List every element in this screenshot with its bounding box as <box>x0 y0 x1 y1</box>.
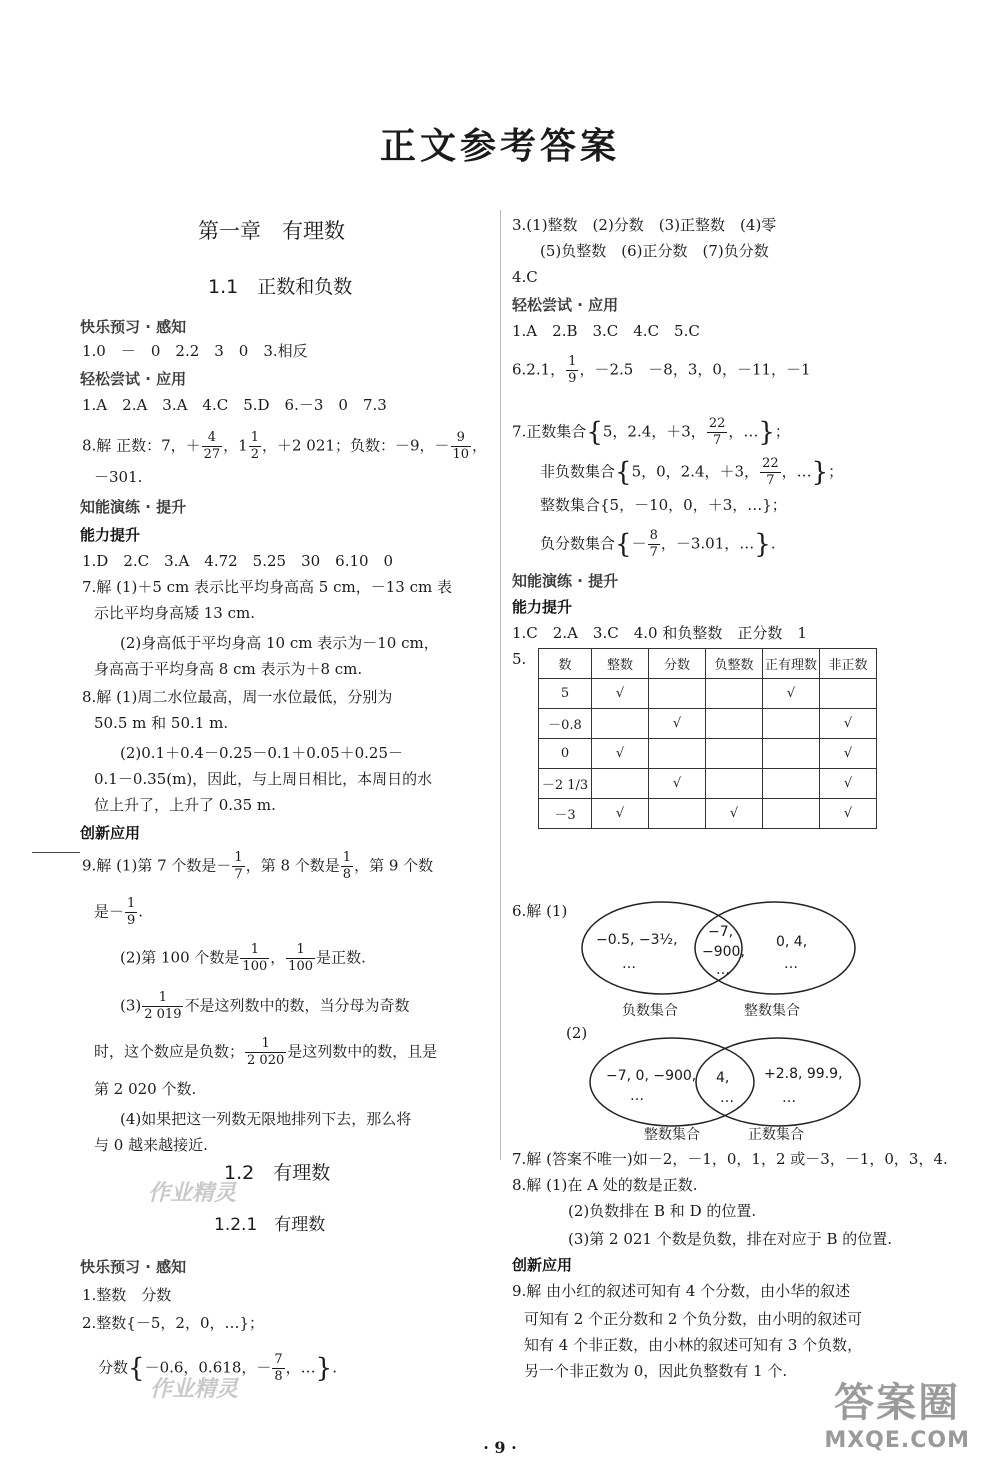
table-cell <box>763 769 820 799</box>
answer-line-8 <box>82 430 487 463</box>
text-segment: ； <box>828 462 844 481</box>
label-qingsong: 轻松尝试 · 应用 <box>512 296 619 314</box>
answer-line: 50.5 m 和 50.1 m. <box>94 714 229 732</box>
table-cell <box>763 709 820 739</box>
stamp-watermark: 作业精灵 <box>148 1181 237 1206</box>
table-cell: √ <box>820 769 877 799</box>
table-cell <box>706 739 763 769</box>
answer-line: 1.C 2.A 3.C 4.0 和负整数 正分数 1 <box>512 624 807 642</box>
fraction <box>125 896 137 929</box>
answer-line-9 <box>82 850 433 883</box>
venn-text: −900, <box>702 944 745 960</box>
text-segment: ，＋2 021；负数：－9，－ <box>262 436 450 455</box>
text-segment: . <box>770 534 776 553</box>
answer-line-7 <box>512 416 790 449</box>
table-cell <box>649 739 706 769</box>
venn-text: −7, 0, −900, <box>606 1068 697 1084</box>
table-cell: 5 <box>539 679 592 709</box>
label-kuaile: 快乐预习 · 感知 <box>80 318 187 336</box>
label-zhineng: 知能演练 · 提升 <box>80 498 187 516</box>
brace-right: } <box>758 417 775 448</box>
answer-line <box>94 896 143 929</box>
watermark-url: MXQE.COM <box>824 1428 970 1453</box>
table-header: 非正数 <box>820 649 877 679</box>
text-segment: 5，2.4，＋3， <box>602 422 706 441</box>
table-cell: √ <box>820 739 877 769</box>
fraction <box>272 1352 284 1385</box>
answer-line: (5)负整数 (6)正分数 (7)负分数 <box>540 242 769 260</box>
fraction-numerator: 1 <box>342 850 352 865</box>
text-segment: ，第 9 个数 <box>354 856 434 875</box>
text-segment: (3) <box>120 996 142 1015</box>
text-segment: ，… <box>728 422 759 441</box>
table-cell <box>820 679 877 709</box>
fraction-denominator: 8 <box>342 867 352 882</box>
text-segment: ，1 <box>223 436 248 455</box>
venn-text: … <box>784 956 798 972</box>
venn-text: … <box>782 1090 796 1106</box>
fraction-numerator: 9 <box>451 430 472 447</box>
site-watermark <box>824 1371 970 1453</box>
table-cell: √ <box>820 799 877 829</box>
brace-left: { <box>615 529 632 560</box>
venn-text: −7, <box>708 924 734 940</box>
stamp-watermark: 作业精灵 <box>150 1377 239 1402</box>
table-header: 整数 <box>592 649 649 679</box>
answer-line: 5. <box>512 650 527 668</box>
section-title: 1.2 有理数 <box>224 1162 331 1184</box>
fraction-denominator: 8 <box>274 1369 283 1384</box>
text-segment: ，… <box>285 1358 316 1377</box>
venn-text: 4, <box>716 1070 730 1086</box>
answer-line: 8.解 (1)在 A 处的数是正数. <box>512 1176 698 1194</box>
fraction-numerator: 1 <box>245 1036 286 1053</box>
answer-line <box>120 990 409 1023</box>
text-segment: (2)第 100 个数是 <box>120 948 240 967</box>
answer-line: 示比平均身高矮 13 cm. <box>94 604 256 622</box>
table-row <box>539 709 877 739</box>
fraction-denominator: 9 <box>127 913 136 928</box>
text-segment: ； <box>774 422 790 441</box>
fraction-denominator: 2 <box>250 447 259 462</box>
text-segment: 非负数集合 <box>540 462 616 481</box>
answer-line: 可知有 2 个正分数和 2 个负分数，由小明的叙述可 <box>524 1310 863 1328</box>
fraction-denominator: 7 <box>234 867 243 882</box>
fraction <box>142 990 183 1023</box>
label-qingsong: 轻松尝试 · 应用 <box>80 370 187 388</box>
answer-line: (2)身高低于平均身高 10 cm 表示为－10 cm， <box>120 634 439 652</box>
venn-text: … <box>630 1088 644 1104</box>
brace-right: } <box>315 1353 333 1384</box>
fraction-numerator: 1 <box>286 942 315 959</box>
venn-label: 负数集合 <box>622 1003 678 1019</box>
section-title: 1.1 正数和负数 <box>208 276 353 298</box>
answer-line: 1.A 2.B 3.C 4.C 5.C <box>512 322 700 340</box>
answer-line: 与 0 越来越接近. <box>94 1136 208 1154</box>
fraction-numerator: 1 <box>234 850 243 865</box>
answer-line: 1.A 2.A 3.A 4.C 5.D 6.－3 0 7.3 <box>82 396 387 414</box>
page-number: · 9 · <box>483 1438 517 1457</box>
fraction <box>245 1036 286 1069</box>
fraction <box>760 456 781 489</box>
answer-line: (3)第 2 021 个数是负数，排在对应于 B 的位置. <box>568 1230 893 1248</box>
fraction-denominator: 7 <box>649 545 658 560</box>
table-cell: √ <box>649 709 706 739</box>
table-cell <box>649 679 706 709</box>
fraction-denominator: 27 <box>203 447 221 462</box>
fraction-numerator: 22 <box>708 416 726 431</box>
brace-left: { <box>128 1353 145 1384</box>
table-header: 数 <box>539 649 592 679</box>
fraction-denominator: 7 <box>712 433 722 448</box>
label-nengli: 能力提升 <box>512 598 573 616</box>
venn-text: … <box>716 962 730 978</box>
answer-line: (4)如果把这一列数无限地排列下去，那么将 <box>120 1110 412 1128</box>
table-row <box>539 679 877 709</box>
table-cell <box>763 739 820 769</box>
text-segment: . <box>332 1358 337 1377</box>
text-segment: 是正数. <box>316 948 366 967</box>
fraction-denominator: 2 020 <box>247 1053 285 1068</box>
text-segment: 分数 <box>98 1358 129 1377</box>
table-cell <box>649 799 706 829</box>
fraction <box>286 942 315 975</box>
venn-label: 整数集合 <box>644 1127 700 1143</box>
venn-text: −0.5, −3½, <box>596 932 678 948</box>
brace-right: } <box>754 529 771 560</box>
fraction-numerator: 22 <box>762 456 779 471</box>
answer-line: 8.解 (1)周二水位最高，周一水位最低，分别为 <box>82 688 393 706</box>
table-cell: √ <box>592 739 649 769</box>
answer-line: 3.(1)整数 (2)分数 (3)正整数 (4)零 <box>512 216 777 234</box>
text-segment: ，第 8 个数是 <box>245 856 340 875</box>
answer-line: (2)负数排在 B 和 D 的位置. <box>568 1202 757 1220</box>
label-nengli: 能力提升 <box>80 526 141 544</box>
answer-line: 7.解 (1)＋5 cm 表示比平均身高高 5 cm，－13 cm 表 <box>82 578 452 596</box>
table-cell: √ <box>820 709 877 739</box>
table-cell: 0 <box>539 739 592 769</box>
text-segment: . <box>138 902 144 921</box>
table-cell: √ <box>763 679 820 709</box>
fraction <box>240 942 269 975</box>
fraction-numerator: 4 <box>202 430 223 447</box>
fraction-denominator: 7 <box>766 473 775 488</box>
venn-label: 正数集合 <box>748 1127 804 1143</box>
fraction-denominator: 10 <box>452 447 470 462</box>
answer-line: 第 2 020 个数. <box>94 1080 197 1098</box>
chapter-title: 第一章 有理数 <box>198 219 345 243</box>
fraction <box>707 416 728 449</box>
table-cell: √ <box>592 799 649 829</box>
answer-line: 1.0 － 0 2.2 3 0 3.相反 <box>82 342 308 360</box>
label-chuangxin: 创新应用 <box>512 1256 573 1274</box>
venn-text: … <box>622 956 636 972</box>
table-row <box>539 799 877 829</box>
brace-left: { <box>586 417 603 448</box>
text-segment: － <box>631 534 647 553</box>
table-header: 正有理数 <box>763 649 820 679</box>
answer-line: －301. <box>94 468 143 486</box>
answer-line: 2.整数{－5，2，0，…}； <box>82 1314 265 1332</box>
text-segment: ， <box>472 436 488 455</box>
answer-line-6 <box>512 354 811 387</box>
fraction-denominator: 100 <box>242 959 268 974</box>
text-segment: 是－ <box>94 902 125 921</box>
table-row <box>539 769 877 799</box>
text-segment: －0.6，0.618，－ <box>144 1358 272 1377</box>
fraction-numerator: 1 <box>240 942 269 959</box>
fraction-denominator: 100 <box>288 959 314 974</box>
text-segment: ，… <box>781 462 812 481</box>
answer-line: 9.解 由小红的叙述可知有 4 个分数，由小华的叙述 <box>512 1282 851 1300</box>
fraction-numerator: 1 <box>250 430 259 445</box>
answer-line: 身高高于平均身高 8 cm 表示为＋8 cm. <box>94 660 363 678</box>
column-divider <box>500 210 501 1160</box>
fraction <box>566 354 578 387</box>
answer-line: 7.解 (答案不唯一)如－2，－1，0，1，2 或－3，－1，0，3，4. <box>512 1150 948 1168</box>
margin-mark <box>32 852 80 853</box>
answer-line: 整数集合{5，－10，0，＋3，…}； <box>540 496 787 514</box>
table-cell <box>763 799 820 829</box>
venn-text: … <box>720 1090 734 1106</box>
table-cell <box>592 769 649 799</box>
answer-line: (2)0.1＋0.4－0.25－0.1＋0.05＋0.25－ <box>120 744 404 762</box>
label-zhineng: 知能演练 · 提升 <box>512 572 619 590</box>
text-segment: 是这列数中的数，且是 <box>287 1042 438 1061</box>
fraction <box>451 430 472 463</box>
answer-line: 另一个非正数为 0，因此负整数有 1 个. <box>524 1362 788 1380</box>
answer-line: 位上升了，上升了 0.35 m. <box>94 796 276 814</box>
fraction-numerator: 8 <box>649 528 658 543</box>
page-title: 正文参考答案 <box>379 126 620 167</box>
fraction-numerator: 7 <box>274 1352 283 1367</box>
table-cell: －2 1/3 <box>539 769 592 799</box>
table-cell <box>706 769 763 799</box>
fraction-numerator: 1 <box>568 354 577 369</box>
subsection-title: 1.2.1 有理数 <box>214 1215 326 1235</box>
answer-line: 0.1－0.35(m)，因此，与上周日相比，本周日的水 <box>94 770 433 788</box>
fraction <box>232 850 244 883</box>
answer-table <box>538 648 877 829</box>
table-cell <box>706 709 763 739</box>
answer-line <box>94 1036 437 1069</box>
fraction <box>202 430 223 463</box>
text-segment: 负分数集合 <box>540 534 616 553</box>
fraction-numerator: 1 <box>127 896 136 911</box>
fraction-denominator: 2 019 <box>144 1007 182 1022</box>
brace-right: } <box>811 457 829 488</box>
venn-text: +2.8, 99.9, <box>764 1066 843 1082</box>
table-cell: √ <box>592 679 649 709</box>
answer-line: 1.D 2.C 3.A 4.72 5.25 30 6.10 0 <box>82 552 394 570</box>
watermark-logo-text: 答案圈 <box>834 1380 961 1426</box>
table-cell: √ <box>649 769 706 799</box>
text-segment: 5，0，2.4，＋3， <box>631 462 760 481</box>
text-segment: 9.解 (1)第 7 个数是－ <box>82 856 232 875</box>
text-segment: ， <box>270 948 286 967</box>
fraction-denominator: 9 <box>568 371 577 386</box>
label-chuangxin: 创新应用 <box>80 824 141 842</box>
answer-line <box>120 942 366 975</box>
text-segment: 7.正数集合 <box>512 422 587 441</box>
venn-label: 整数集合 <box>744 1003 800 1019</box>
answer-line: 1.整数 分数 <box>82 1286 172 1304</box>
text-segment: 不是这列数中的数，当分母为奇数 <box>184 996 410 1015</box>
text-segment: ，－2.5 －8，3，0，－11，－1 <box>579 360 811 379</box>
text-segment: 6.2.1， <box>512 360 566 379</box>
answer-line <box>540 528 776 561</box>
table-header: 分数 <box>649 649 706 679</box>
answer-line <box>540 456 843 489</box>
fraction <box>249 430 261 463</box>
text-segment: ，－3.01，… <box>660 534 755 553</box>
text-segment: 8.解 正数：7，＋ <box>82 436 201 455</box>
table-header-row <box>539 649 877 679</box>
text-segment: 时，这个数应是负数； <box>94 1042 245 1061</box>
fraction <box>341 850 353 883</box>
venn-text: 0, 4, <box>776 934 808 950</box>
answer-line: 6.解 (1) <box>512 902 568 920</box>
fraction <box>648 528 660 561</box>
table-row <box>539 739 877 769</box>
table-cell: －0.8 <box>539 709 592 739</box>
fraction-numerator: 1 <box>142 990 183 1007</box>
answer-line: (2) <box>566 1024 588 1042</box>
label-kuaile: 快乐预习 · 感知 <box>80 1258 187 1276</box>
table-cell: －3 <box>539 799 592 829</box>
answer-line: 知有 4 个非正数，由小林的叙述可知有 3 个负数， <box>524 1336 863 1354</box>
table-cell: √ <box>706 799 763 829</box>
table-header: 负整数 <box>706 649 763 679</box>
table-cell <box>706 679 763 709</box>
brace-left: { <box>615 457 632 488</box>
answer-line: 4.C <box>512 268 538 286</box>
table-cell <box>592 709 649 739</box>
